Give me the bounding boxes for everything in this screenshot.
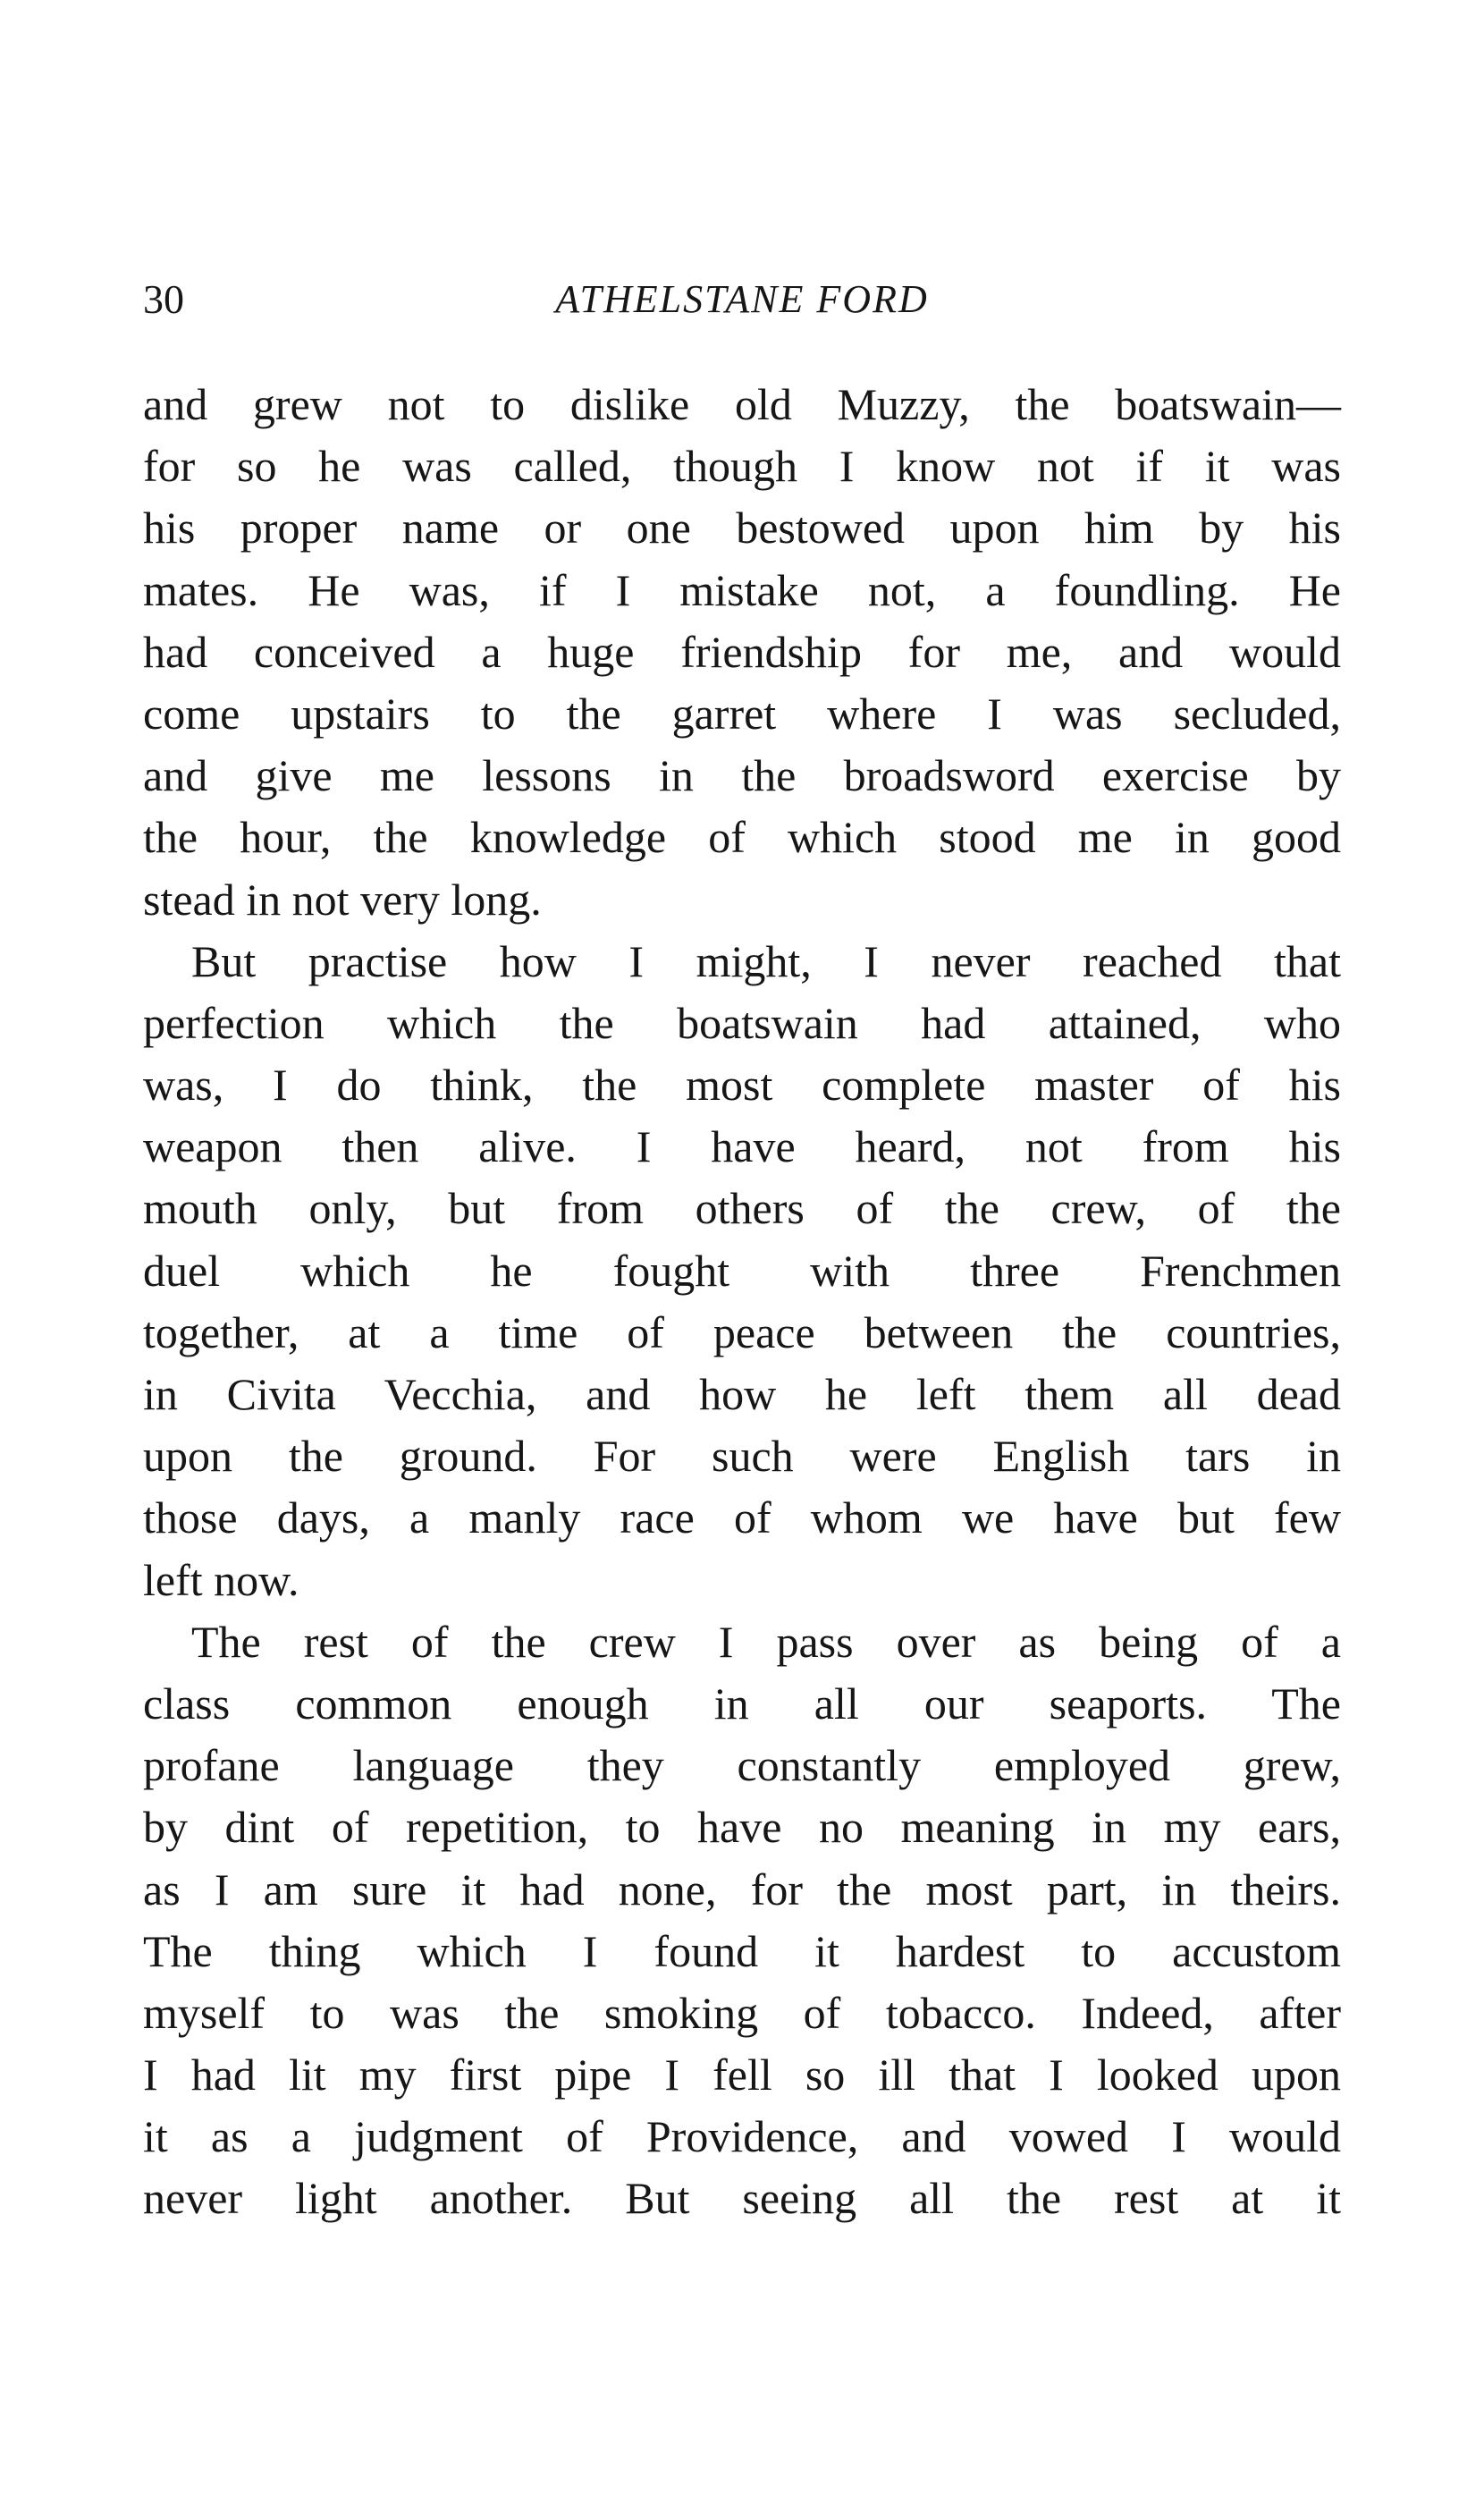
text-line: by dint of repetition, to have no meaning in my ears, <box>143 1802 1341 1853</box>
text-line: the hour, the knowledge of which stood me in good <box>143 812 1341 863</box>
page-header <box>143 268 1341 331</box>
paragraph-last-line: left now. <box>143 1554 299 1605</box>
text-line: mouth only, but from others of the crew, of the <box>143 1183 1341 1234</box>
text-line: perfection which the boatswain had attained, who <box>143 997 1341 1048</box>
text-line: had conceived a huge friendship for me, and would <box>143 626 1341 677</box>
text-line: class common enough in all our seaports. The <box>143 1678 1341 1729</box>
page-number: 30 <box>143 276 184 322</box>
paragraph-first-line: The rest of the crew I pass over as being of a <box>191 1616 1341 1667</box>
text-line: mates. He was, if I mistake not, a foundling. He <box>143 564 1341 615</box>
text-line: never light another. But seeing all the rest at it <box>143 2173 1341 2224</box>
text-line: those days, a manly race of whom we have but few <box>143 1492 1341 1543</box>
text-line: his proper name or one bestowed upon him by his <box>143 503 1341 554</box>
text-line: and give me lessons in the broadsword exercise by <box>143 750 1341 801</box>
text-line: myself to was the smoking of tobacco. Indeed, after <box>143 1987 1341 2038</box>
text-line: upon the ground. For such were English tars in <box>143 1431 1341 1482</box>
body-text <box>143 374 1341 2230</box>
text-line: come upstairs to the garret where I was secluded, <box>143 688 1341 739</box>
paragraph-first-line: But practise how I might, I never reached that <box>191 935 1341 986</box>
text-line: and grew not to dislike old Muzzy, the boatswain— <box>143 379 1341 429</box>
text-line: in Civita Vecchia, and how he left them all dead <box>143 1369 1341 1419</box>
text-line: was, I do think, the most complete master of his <box>143 1060 1341 1111</box>
text-line: profane language they constantly employed grew, <box>143 1740 1341 1791</box>
text-line: The thing which I found it hardest to accustom <box>143 1925 1341 1976</box>
text-line: weapon then alive. I have heard, not from his <box>143 1121 1341 1172</box>
text-line: I had lit my first pipe I fell so ill that I looked upon <box>143 2050 1341 2100</box>
paragraph-last-line: stead in not very long. <box>143 874 542 925</box>
text-line: it as a judgment of Providence, and vowed I would <box>143 2111 1341 2162</box>
text-line: as I am sure it had none, for the most part, in theirs. <box>143 1864 1341 1915</box>
running-title: ATHELSTANE FORD <box>555 277 929 321</box>
text-line: for so he was called, though I know not if it was <box>143 441 1341 492</box>
text-line: together, at a time of peace between the countries, <box>143 1306 1341 1357</box>
text-line: duel which he fought with three Frenchmen <box>143 1245 1341 1296</box>
